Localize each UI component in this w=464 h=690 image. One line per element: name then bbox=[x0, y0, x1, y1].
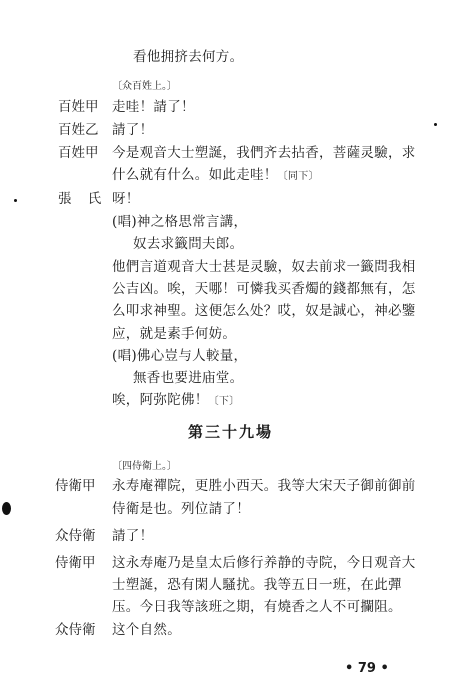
margin-speck bbox=[434, 123, 437, 126]
speaker-label: 众侍衛 bbox=[55, 622, 96, 638]
speaker-label: 百姓甲 bbox=[58, 145, 99, 161]
dialogue-line: 这永寿庵乃是皇太后修行养静的寺院，今日观音大 bbox=[112, 555, 416, 571]
dialogue-line: 么叩求神聖。这便怎么处？哎，奴是誠心，神必鑒 bbox=[112, 303, 416, 319]
dialogue-line: 永寿庵禪院，更胜小西天。我等大宋天子御前御前 bbox=[112, 478, 416, 494]
dialogue-line: 侍衛是也。列位請了！ bbox=[112, 501, 250, 517]
stage-direction: 〔众百姓上。〕 bbox=[112, 81, 177, 92]
dialogue-text: 什么就有什么。如此走哇！ bbox=[112, 167, 278, 183]
speaker-label: 百姓甲 bbox=[58, 99, 99, 115]
verse-line: 看他拥挤去何方。 bbox=[133, 49, 244, 65]
dialogue-line: 呀！ bbox=[112, 191, 140, 207]
speaker-label: 百姓乙 bbox=[58, 122, 99, 138]
speaker-label: 侍衛甲 bbox=[55, 555, 96, 571]
dialogue-line: 这个自然。 bbox=[112, 622, 181, 638]
song-line: (唱)神之格思常言講， bbox=[112, 214, 248, 230]
scene-title: 第三十九場 bbox=[188, 423, 274, 441]
song-line: 奴去求籤問夫郎。 bbox=[133, 236, 244, 252]
dialogue-line: 今是观音大士塑誕，我們齐去拈香，菩薩灵驗，求 bbox=[112, 145, 416, 161]
dialogue-line: 压。今日我等該班之期，有燒香之人不可攔阻。 bbox=[112, 599, 402, 615]
dialogue-line: 他們言道观音大士甚是灵驗，奴去前求一籤問我相 bbox=[112, 259, 416, 275]
song-line: (唱)佛心豈与人較量， bbox=[112, 348, 248, 364]
dialogue-line: 士塑誕，恐有閑人騷扰。我等五日一班，在此彈 bbox=[112, 577, 402, 593]
dialogue-line: 請了！ bbox=[112, 528, 154, 544]
margin-speck bbox=[14, 199, 17, 202]
page-number: • 79 • bbox=[345, 661, 389, 676]
dialogue-line: 走哇！請了！ bbox=[112, 99, 195, 115]
dialogue-line: 公吉凶。唉，天哪！可憐我买香燭的錢都無有，怎 bbox=[112, 281, 416, 297]
stage-direction: 〔同下〕 bbox=[277, 171, 319, 182]
stage-direction: 〔四侍衛上。〕 bbox=[112, 461, 177, 472]
dialogue-line bbox=[112, 166, 319, 186]
dialogue-line: 应，就是素手何妨。 bbox=[112, 326, 237, 342]
speaker-label: 众侍衛 bbox=[55, 528, 96, 544]
speaker-label: 侍衛甲 bbox=[55, 478, 96, 494]
dialogue-line: 請了！ bbox=[112, 122, 154, 138]
dialogue-text: 唉，阿弥陀佛！ bbox=[112, 392, 209, 408]
speaker-label: 張 氏 bbox=[58, 191, 108, 207]
dialogue-line bbox=[112, 391, 240, 411]
binding-hole-mark bbox=[2, 502, 11, 515]
song-line: 無香也要进庙堂。 bbox=[133, 370, 244, 386]
stage-direction: 〔下〕 bbox=[208, 396, 240, 407]
